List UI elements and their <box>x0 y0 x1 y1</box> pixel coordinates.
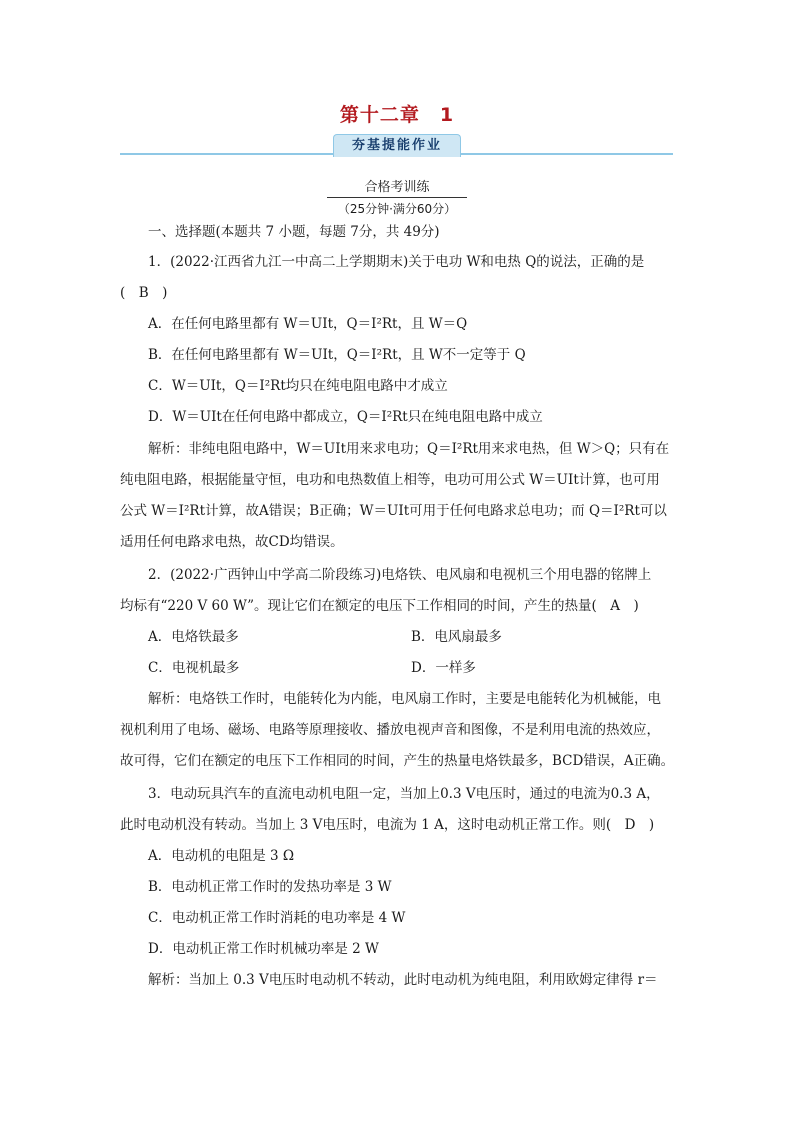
q3-option-a: A．电动机的电阻是 3 Ω <box>148 848 295 864</box>
section-heading <box>327 176 467 217</box>
exercise-banner: 夯基提能作业 <box>333 134 461 157</box>
section-subtitle: （25分钟·满分60分） <box>337 202 457 216</box>
q3-stem-line-1: 3．电动玩具汽车的直流电动机电阻一定，当加上0.3 V电压时，通过的电流为0.3 A， <box>148 786 660 802</box>
q2-analysis-1: 解析：电烙铁工作时，电能转化为内能，电风扇工作时，主要是电能转化为机械能，电 <box>148 691 661 707</box>
q1-option-d: D．W＝UIt在任何电路中都成立，Q＝I²Rt只在纯电阻电路中成立 <box>148 409 543 425</box>
q2-option-a: A．电烙铁最多 <box>148 629 239 645</box>
q3-stem-line-2: 此时电动机没有转动。当加上 3 V电压时，电流为 1 A，这时电动机正常工作。则( D ) <box>120 817 655 833</box>
section-title: 合格考训练 <box>327 176 467 198</box>
q3-option-b: B．电动机正常工作时的发热功率是 3 W <box>148 879 392 895</box>
q3-option-d: D．电动机正常工作时机械功率是 2 W <box>148 941 379 957</box>
q1-option-a: A．在任何电路里都有 W＝UIt，Q＝I²Rt，且 W＝Q <box>148 316 468 332</box>
q1-option-b: B．在任何电路里都有 W＝UIt，Q＝I²Rt，且 W不一定等于 Q <box>148 347 526 363</box>
q2-stem-line-1: 2．(2022·广西钟山中学高二阶段练习)电烙铁、电风扇和电视机三个用电器的铭牌上 <box>148 567 652 583</box>
q3-analysis-1: 解析：当加上 0.3 V电压时电动机不转动，此时电动机为纯电阻，利用欧姆定律得 r＝ <box>148 972 658 988</box>
q2-analysis-3: 故可得，它们在额定的电压下工作相同的时间，产生的热量电烙铁最多，BCD错误，A正确。 <box>120 753 675 769</box>
q1-option-c: C．W＝UIt，Q＝I²Rt均只在纯电阻电路中才成立 <box>148 378 448 394</box>
q1-analysis-1: 解析：非纯电阻电路中，W＝UIt用来求电功；Q＝I²Rt用来求电热，但 W＞Q；只有在 <box>148 441 670 457</box>
q1-analysis-2: 纯电阻电路，根据能量守恒，电功和电热数值上相等，电功可用公式 W＝UIt计算，也可用 <box>120 472 660 488</box>
q2-option-c: C．电视机最多 <box>148 660 240 676</box>
q1-analysis-4: 适用任何电路求电热，故CD均错误。 <box>120 534 344 550</box>
section-intro: 一、选择题(本题共 7 小题，每题 7分，共 49分) <box>148 224 440 240</box>
q2-option-b: B．电风扇最多 <box>411 629 502 645</box>
q2-analysis-2: 视机利用了电场、磁场、电路等原理接收、播放电视声音和图像，不是利用电流的热效应， <box>120 722 660 738</box>
q2-option-d: D．一样多 <box>411 660 476 676</box>
q1-analysis-3: 公式 W＝I²Rt计算，故A错误；B正确；W＝UIt可用于任何电路求总电功；而 Q＝I²Rt可以 <box>120 503 667 519</box>
chapter-title: 第十二章 1 <box>339 104 455 126</box>
q1-stem-line-1: 1．(2022·江西省九江一中高二上学期期末)关于电功 W和电热 Q的说法，正确的是 <box>148 254 645 270</box>
q2-stem-line-2: 均标有“220 V 60 W”。现让它们在额定的电压下工作相同的时间，产生的热量( A ) <box>120 598 639 614</box>
q1-answer: ( B ) <box>120 285 168 301</box>
q3-option-c: C．电动机正常工作时消耗的电功率是 4 W <box>148 910 406 926</box>
